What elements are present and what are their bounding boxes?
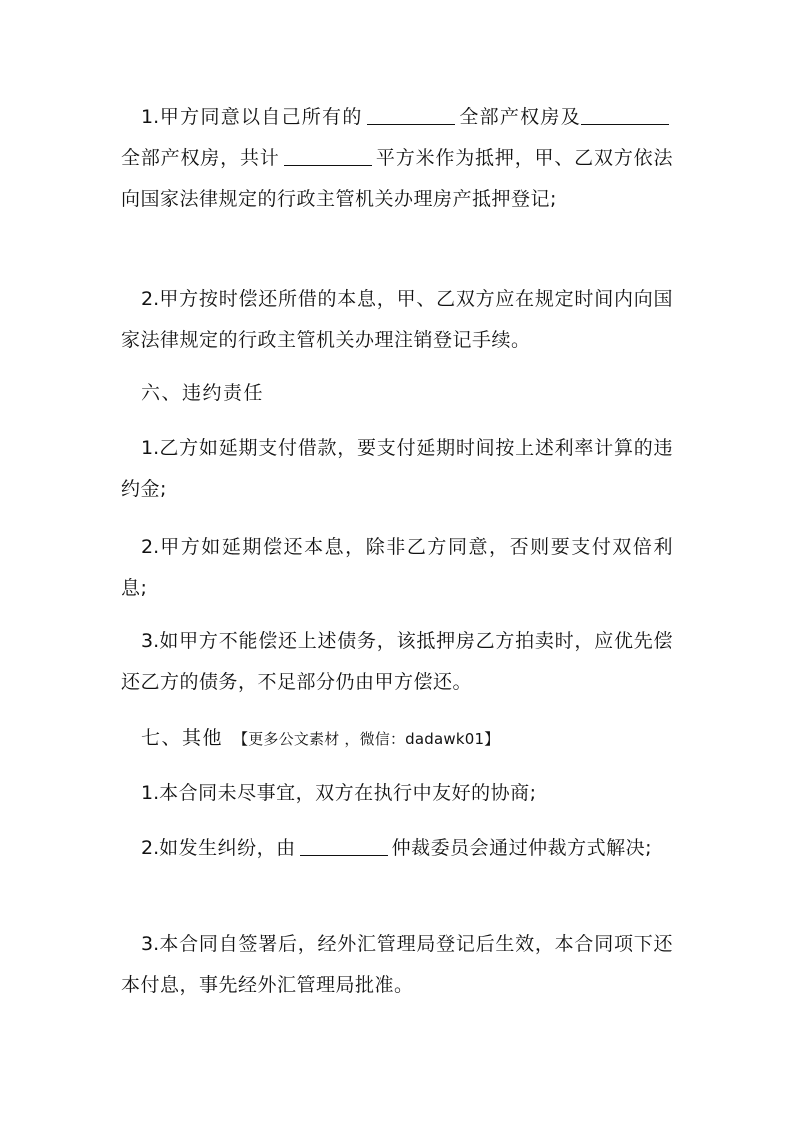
text-segment: 如发生纠纷，由 — [159, 837, 296, 859]
text-segment: 全部产权房及 — [458, 106, 581, 128]
text-segment: 仲裁委员会通过仲裁方式解决; — [391, 837, 653, 859]
fill-in-blank[interactable] — [367, 104, 455, 125]
item-number: 3. — [141, 933, 160, 955]
clause-6-item-1 — [121, 428, 673, 510]
section-heading-breach: 六、违约责任 — [141, 382, 265, 404]
paragraph-text: 甲方如延期偿还本息，除非乙方同意，否则要支付双倍利息; — [121, 536, 673, 599]
clause-7-item-2 — [121, 828, 673, 869]
paragraph-text: 本合同未尽事宜，双方在执行中友好的协商; — [159, 782, 537, 804]
paragraph-text: 乙方如延期支付借款，要支付延期时间按上述利率计算的违约金; — [121, 437, 673, 500]
clause-5-item-2 — [121, 279, 673, 361]
fill-in-blank[interactable] — [284, 145, 372, 166]
promo-note: 【更多公文素材 ，微信：dadawk01】 — [233, 730, 500, 748]
section-heading-other — [141, 718, 499, 760]
text-segment: 全部产权房，共计 — [121, 147, 280, 169]
clause-6-item-3 — [121, 621, 673, 703]
text-segment: 平方米作为抵押，甲、乙双方依法向国家法律规定的行政主管机关办理房产抵押登记; — [121, 147, 673, 210]
paragraph-text: 如甲方不能偿还上述债务，该抵押房乙方拍卖时，应优先偿还乙方的债务，不足部分仍由甲方偿还。 — [121, 630, 673, 693]
clause-7-item-3 — [121, 924, 673, 1006]
item-number: 2. — [141, 837, 160, 859]
item-number: 1. — [141, 437, 160, 459]
item-number: 1. — [141, 782, 160, 804]
item-number: 2. — [141, 288, 160, 310]
item-number: 3. — [141, 630, 160, 652]
paragraph-text: 本合同自签署后，经外汇管理局登记后生效，本合同项下还本付息，事先经外汇管理局批准。 — [121, 933, 673, 996]
fill-in-blank[interactable] — [581, 104, 669, 125]
item-number: 1. — [141, 106, 160, 128]
clause-6-item-2 — [121, 527, 673, 609]
fill-in-blank[interactable] — [300, 835, 388, 856]
clause-5-item-1 — [121, 97, 673, 220]
section-heading-text: 七、其他 — [141, 727, 224, 749]
item-number: 2. — [141, 536, 160, 558]
paragraph-text: 甲方按时偿还所借的本息，甲、乙双方应在规定时间内向国家法律规定的行政主管机关办理注销登记手续。 — [121, 288, 673, 351]
clause-7-item-1 — [121, 773, 673, 814]
text-segment: 甲方同意以自己所有的 — [159, 106, 363, 128]
